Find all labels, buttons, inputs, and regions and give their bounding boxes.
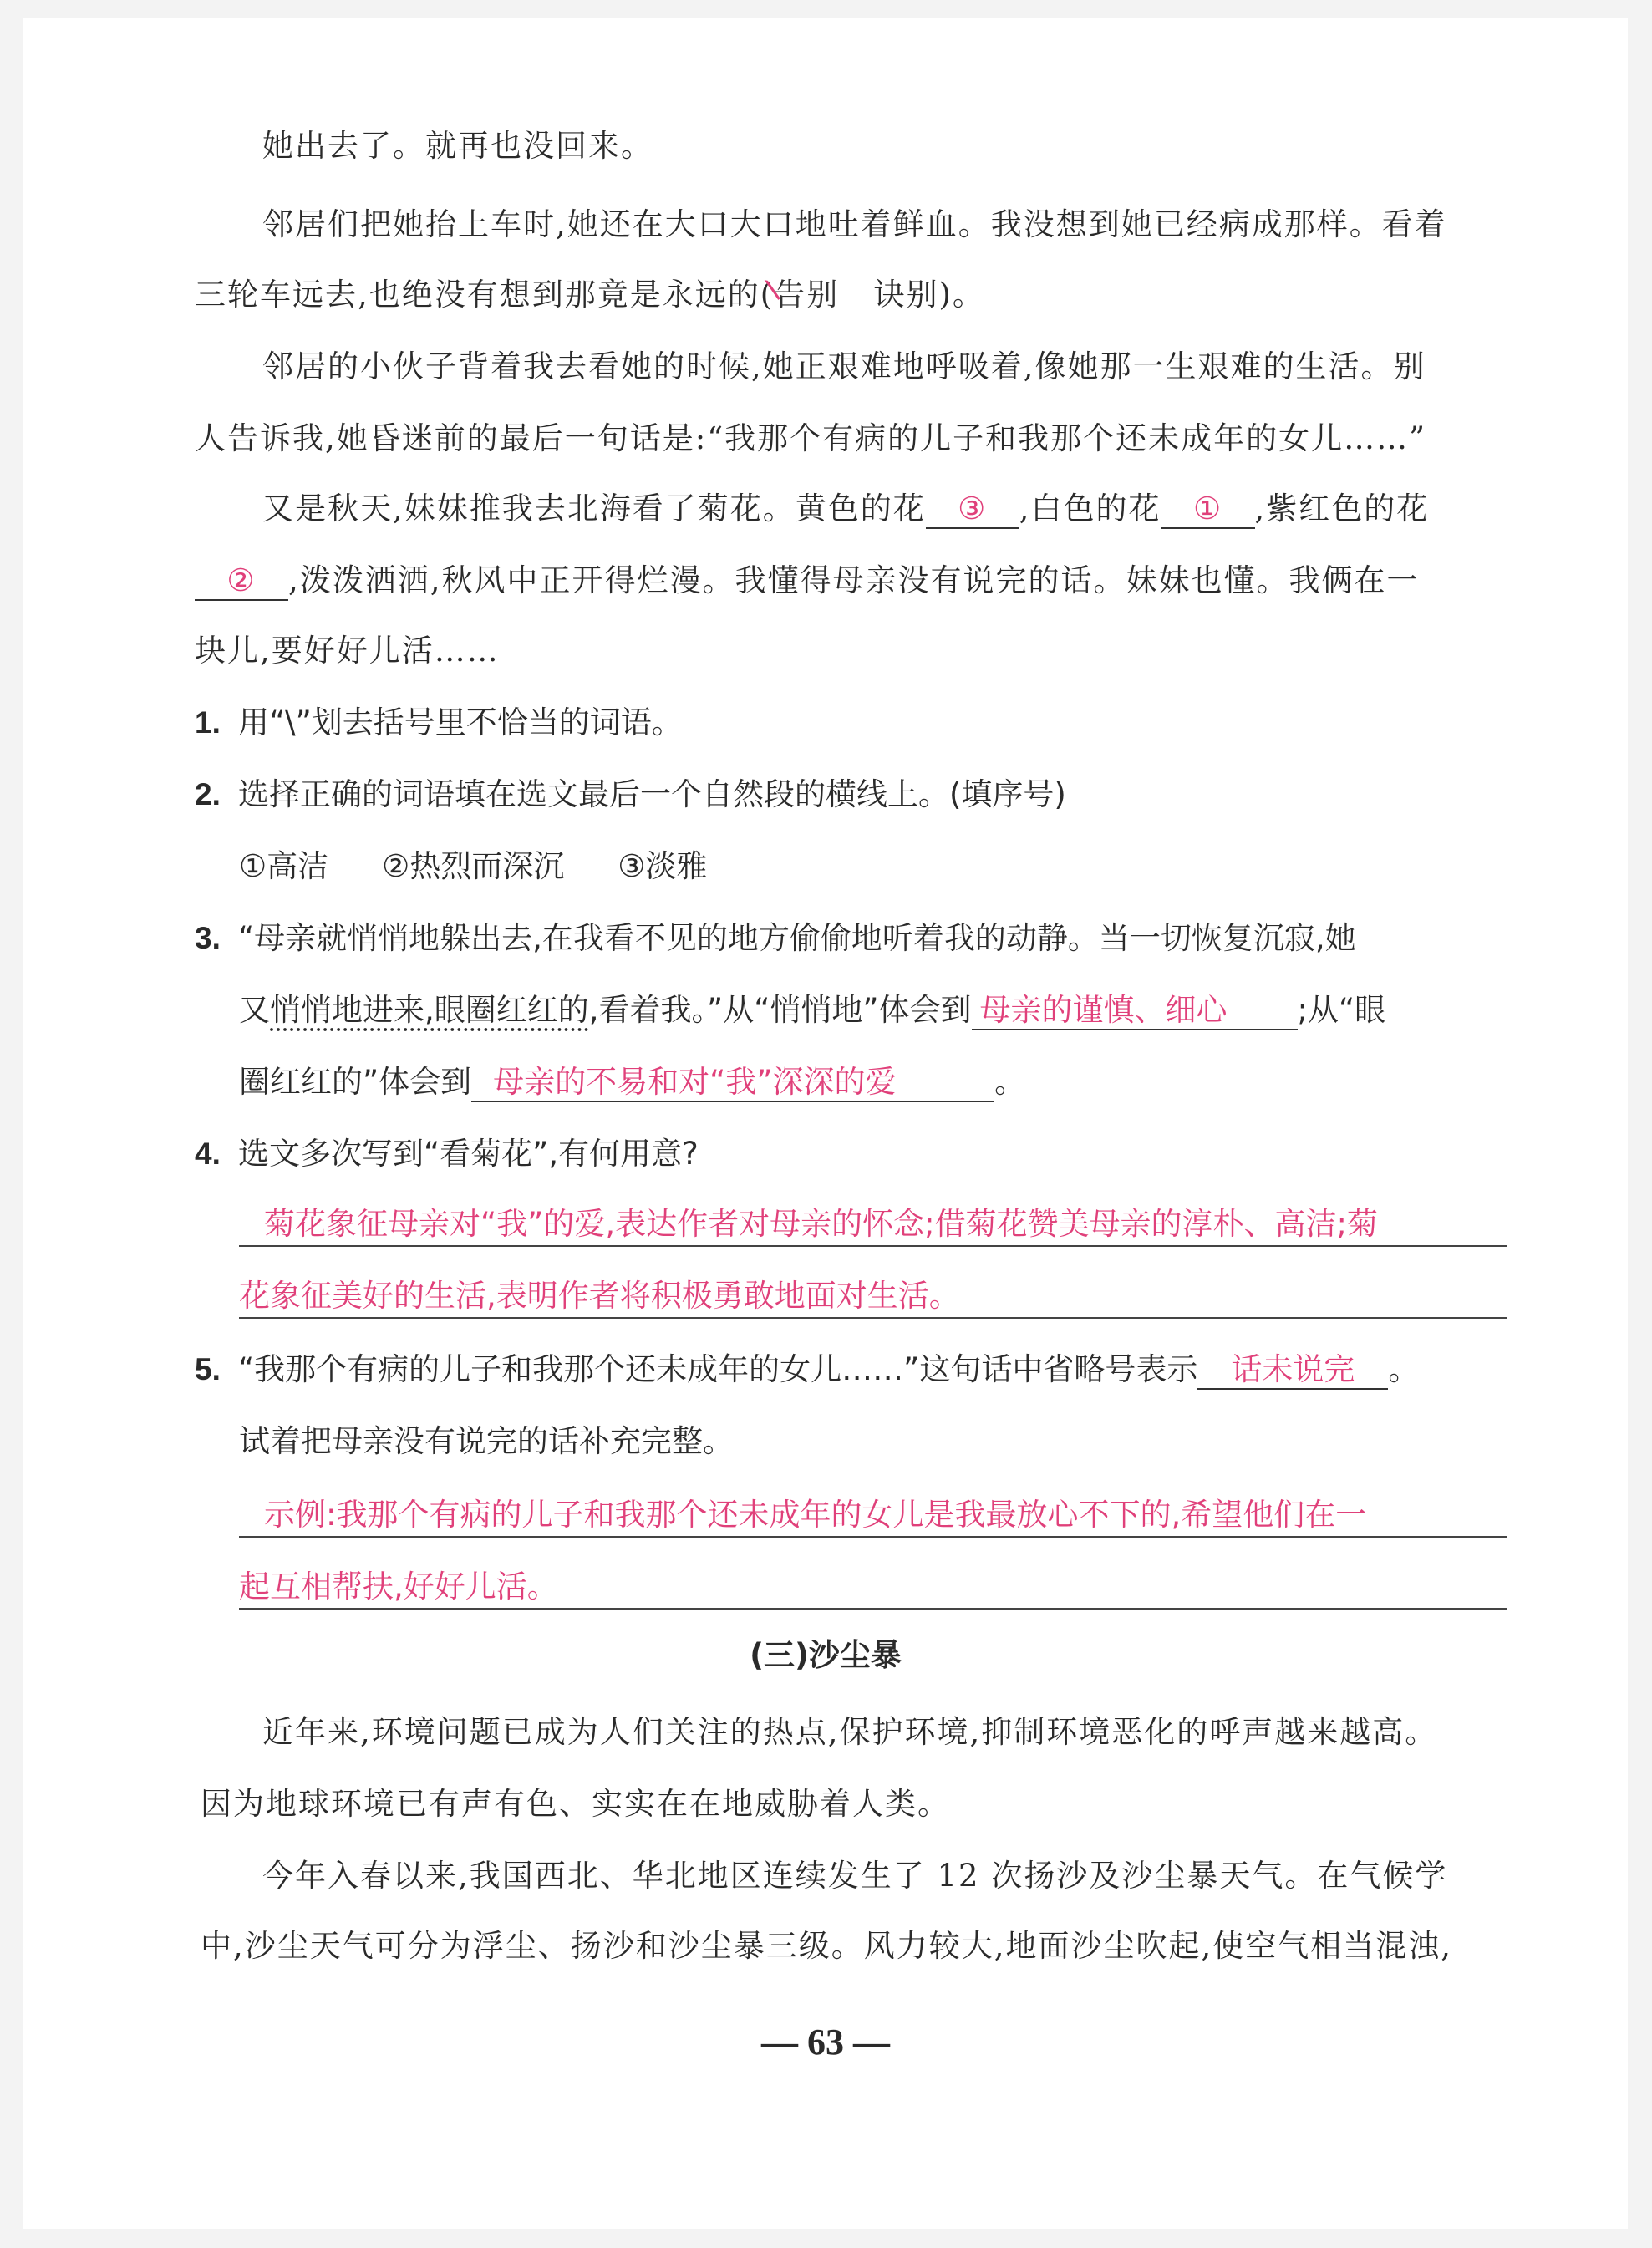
section3-paragraph-1-line-2: 因为地球环境已有声有色、实实在在地威胁着人类。 [201, 1786, 950, 1822]
question-5-line-1: 5. “我那个有病的儿子和我那个还未成年的女儿……”这句话中省略号表示 话未说完 。 [195, 1349, 1419, 1391]
section-title: (三)沙尘暴 [750, 1637, 902, 1673]
answer-line-5-2: 起互相帮扶,好好儿活。 [239, 1566, 1507, 1610]
fill-blank-yellow: ③ [926, 491, 1019, 529]
question-3-line-3: 圈红红的”体会到 母亲的不易和对“我”深深的爱 。 [239, 1061, 1025, 1103]
question-4: 4. 选文多次写到“看菊花”,有何用意? [195, 1136, 699, 1172]
passage-paragraph-3-line-2: 人告诉我,她昏迷前的最后一句话是:“我那个有病的儿子和我那个还未成年的女儿……” [195, 420, 1427, 456]
section3-paragraph-2-line-2: 中,沙尘天气可分为浮尘、扬沙和沙尘暴三级。风力较大,地面沙尘吹起,使空气相当混浊, [201, 1928, 1453, 1964]
passage-paragraph-2-line-2: 三轮车远去,也绝没有想到那竟是永远的( 告别 诀别)。 [195, 274, 985, 316]
question-3-line-2: 又悄悄地进来,眼圈红红的,看着我。”从“悄悄地”体会到 母亲的谨慎、细心 ;从“眼 [239, 989, 1385, 1031]
option-2: ②热烈而深沉 [382, 848, 565, 884]
answer-line-4-2: 花象征美好的生活,表明作者将积极勇敢地面对生活。 [239, 1275, 1507, 1319]
passage-paragraph-4-line-2: ② ,泼泼洒洒,秋风中正开得烂漫。我懂得母亲没有说完的话。妹妹也懂。我俩在一 [195, 560, 1420, 602]
fill-blank-purple: ② [195, 562, 288, 601]
page-number: — 63 — [761, 2022, 890, 2062]
question-5-line-2: 试着把母亲没有说完的话补充完整。 [239, 1423, 734, 1459]
passage-paragraph-4-line-3: 块儿,要好好儿活…… [195, 633, 500, 669]
question-1: 1. 用“\”划去括号里不恰当的词语。 [195, 704, 683, 740]
passage-paragraph-3-line-1: 邻居的小伙子背着我去看她的时候,她正艰难地呼吸着,像她那一生艰难的生活。别 [262, 348, 1426, 384]
question-2: 2. 选择正确的词语填在选文最后一个自然段的横线上。(填序号) [195, 776, 1066, 812]
question-2-options [239, 846, 708, 888]
dotted-emphasis-text: 悄悄地进来,眼圈红红的 [270, 992, 589, 1028]
passage-paragraph-4-line-1: 又是秋天,妹妹推我去北海看了菊花。黄色的花 ③ ,白色的花 ① ,紫红色的花 [262, 488, 1429, 530]
answer-blank-5: 话未说完 [1197, 1351, 1388, 1390]
answer-line-4-1: 菊花象征母亲对“我”的爱,表达作者对母亲的怀念;借菊花赞美母亲的淳朴、高洁;菊 [239, 1203, 1507, 1247]
passage-paragraph-2-line-1: 邻居们把她抬上车时,她还在大口大口地吐着鲜血。我没想到她已经病成那样。看着 [262, 206, 1447, 242]
section3-paragraph-1-line-1: 近年来,环境问题已成为人们关注的热点,保护环境,抑制环境恶化的呼声越来越高。 [262, 1714, 1438, 1750]
option-1: ①高洁 [239, 848, 329, 884]
answer-blank-3b: 母亲的不易和对“我”深深的爱 [471, 1064, 994, 1102]
answer-line-5-1: 示例:我那个有病的儿子和我那个还未成年的女儿是我最放心不下的,希望他们在一 [239, 1494, 1507, 1538]
kept-word-option: 诀别 [873, 277, 939, 313]
passage-paragraph-1: 她出去了。就再也没回来。 [262, 128, 653, 164]
fill-blank-white: ① [1161, 491, 1255, 529]
answer-blank-3a: 母亲的谨慎、细心 [972, 992, 1298, 1030]
question-3-line-1: 3. “母亲就悄悄地躲出去,在我看不见的地方偷偷地听着我的动静。当一切恢复沉寂,她 [195, 920, 1356, 956]
option-3: ③淡雅 [618, 848, 708, 884]
struck-word-option: 告别 [774, 277, 839, 313]
section3-paragraph-2-line-1: 今年入春以来,我国西北、华北地区连续发生了 12 次扬沙及沙尘暴天气。在气候学 [262, 1858, 1448, 1894]
workbook-page [23, 18, 1628, 2229]
